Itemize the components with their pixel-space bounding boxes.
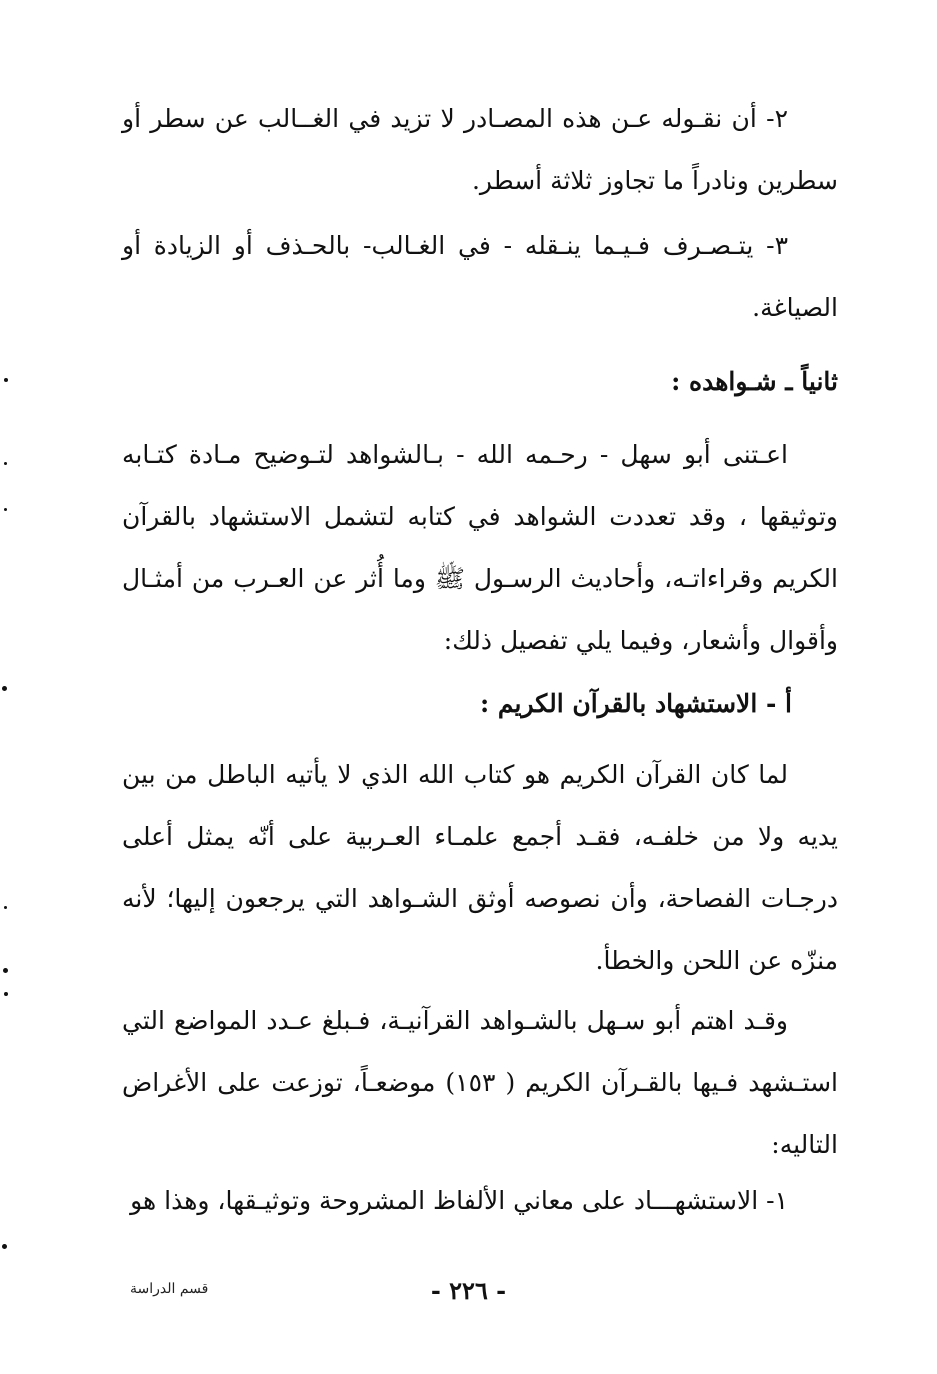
paragraph-intro-shawahid: اعـتنى أبو سهل - رحـمه الله - بـالشواهد لتـوضيح مـادة كتـابه وتوثيقها ، وقد تعددت الشواهد في كتابه لتشمل الاستشهاد بالقرآن الكريم وقراءاتـه، وأحاديث الرسـول ﷺ وما أُثر عن العـرب من أمثـال وأقوال وأشعار، وفيما يلي تفصيل ذلك: — [122, 440, 838, 655]
scan-speck — [2, 686, 7, 691]
paragraph-quran-authority: لما كان القرآن الكريم هو كتاب الله الذي لا يأتيه الباطل من بين يديه ولا من خلفـه، فقـد أجمع علمـاء العـربية على أنّه يمثل أعلى درجـات الفصاحة، وأن نصوصه أوثق الشـواهد التي يرجعون إليها؛ لأنه منزّه عن اللحن والخطأ. — [122, 760, 838, 975]
scan-speck — [4, 906, 7, 909]
section-heading-shawahid: ثانياً ـ شـواهده : — [671, 367, 838, 396]
scan-speck — [3, 968, 8, 973]
scan-speck — [4, 378, 8, 382]
scan-speck — [4, 462, 7, 465]
subsection-heading-quran: أ - الاستشهاد بالقرآن الكريم : — [479, 689, 792, 718]
paragraph-quran-count: وقـد اهتم أبو سـهل بالشـواهد القرآنيـة، فـبلغ عـدد المواضع التي استـشهد فـيها بالقـرآن الكريم ( ١٥٣) موضعـاً، توزعت على الأغراض التاليه: — [122, 1006, 838, 1159]
footer-section-label: قسم الدراسة — [130, 1281, 209, 1297]
list-item-1: ١- الاستشهـــاد على معاني الألفاظ المشروحة وتوثيـقها، وهذا هو — [130, 1186, 788, 1215]
page-number: - ٢٢٦ - — [430, 1276, 507, 1305]
list-item-2: ٢- أن نقـوله عـن هذه المصـادر لا تزيد في الغــالب عن سطر أو سطرين ونادراً ما تجاوز ثلاثة أسطر. — [122, 104, 838, 195]
scan-speck — [2, 1244, 7, 1249]
scan-speck — [4, 508, 7, 511]
scan-speck — [4, 992, 8, 996]
list-item-3: ٣- يتـصـرف فـيـما ينـقله - في الغـالب- بالحـذف أو الزيادة أو الصياغة. — [122, 231, 838, 322]
